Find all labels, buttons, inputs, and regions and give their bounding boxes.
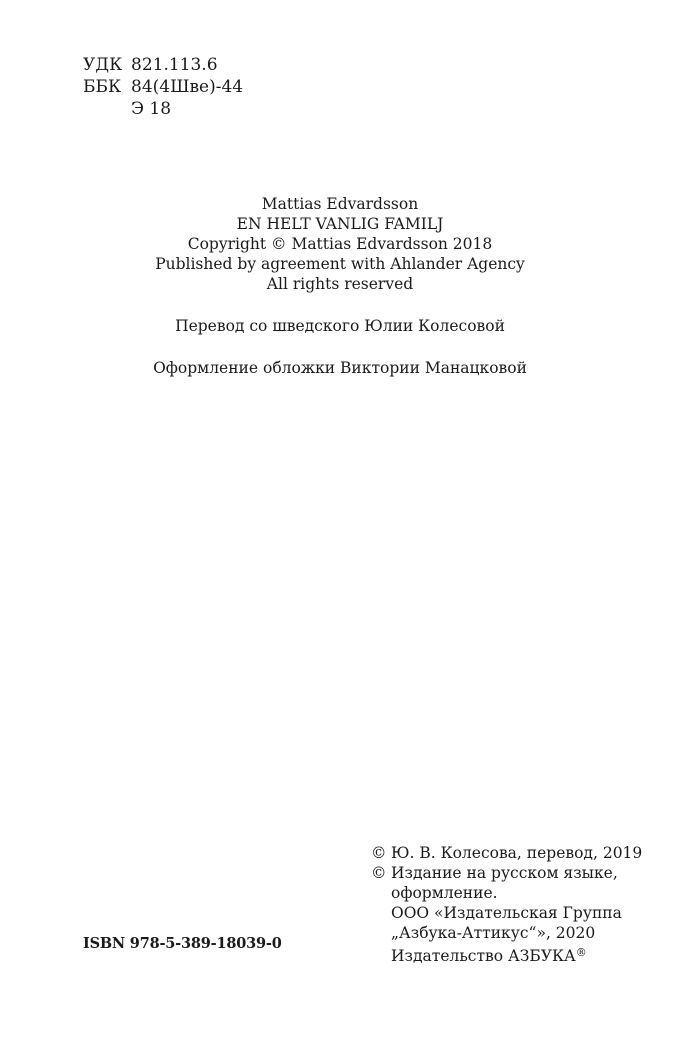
isbn-number: ISBN 978-5-389-18039-0 [83,935,282,952]
imprint-name: Издательство АЗБУКА [391,947,576,965]
translation-copyright-text: Ю. В. Колесова, перевод, 2019 [391,844,643,862]
edition-copyright-continuation: оформление. [391,884,498,902]
author-mark: Э 18 [131,99,172,119]
edition-copyright-text: Издание на русском языке, [391,864,618,882]
original-title: EN HELT VANLIG FAMILJ [236,215,444,233]
publisher-name-line2: „Азбука-Аттикус“», 2020 [391,924,596,942]
publisher-name-line1: ООО «Издательская Группа [391,904,622,922]
original-author: Mattias Edvardsson [261,195,419,213]
original-edition-info [0,194,680,378]
publishing-agreement: Published by agreement with Ahlander Agency [155,255,525,273]
cover-design-credit: Оформление обложки Виктории Манацковой [153,359,527,377]
copyright-symbol: © [371,844,387,862]
edition-copyright [371,863,642,883]
udk-label: УДК [83,55,123,75]
udk-value: 821.113.6 [131,55,218,75]
bbk-value: 84(4Шве)-44 [131,77,244,97]
bbk-row [83,76,243,98]
udk-row [83,54,243,76]
rights-reserved: All rights reserved [266,275,414,293]
original-copyright: Copyright © Mattias Edvardsson 2018 [187,235,493,253]
translation-credit: Перевод со шведского Юлии Колесовой [175,317,505,335]
bbk-label: ББК [83,77,122,97]
registered-mark: ® [575,946,587,959]
translation-copyright [371,843,642,863]
classification-codes [83,54,243,120]
copyright-symbol: © [371,864,387,882]
imprint-line [371,943,642,966]
russian-edition-copyrights [371,843,642,966]
